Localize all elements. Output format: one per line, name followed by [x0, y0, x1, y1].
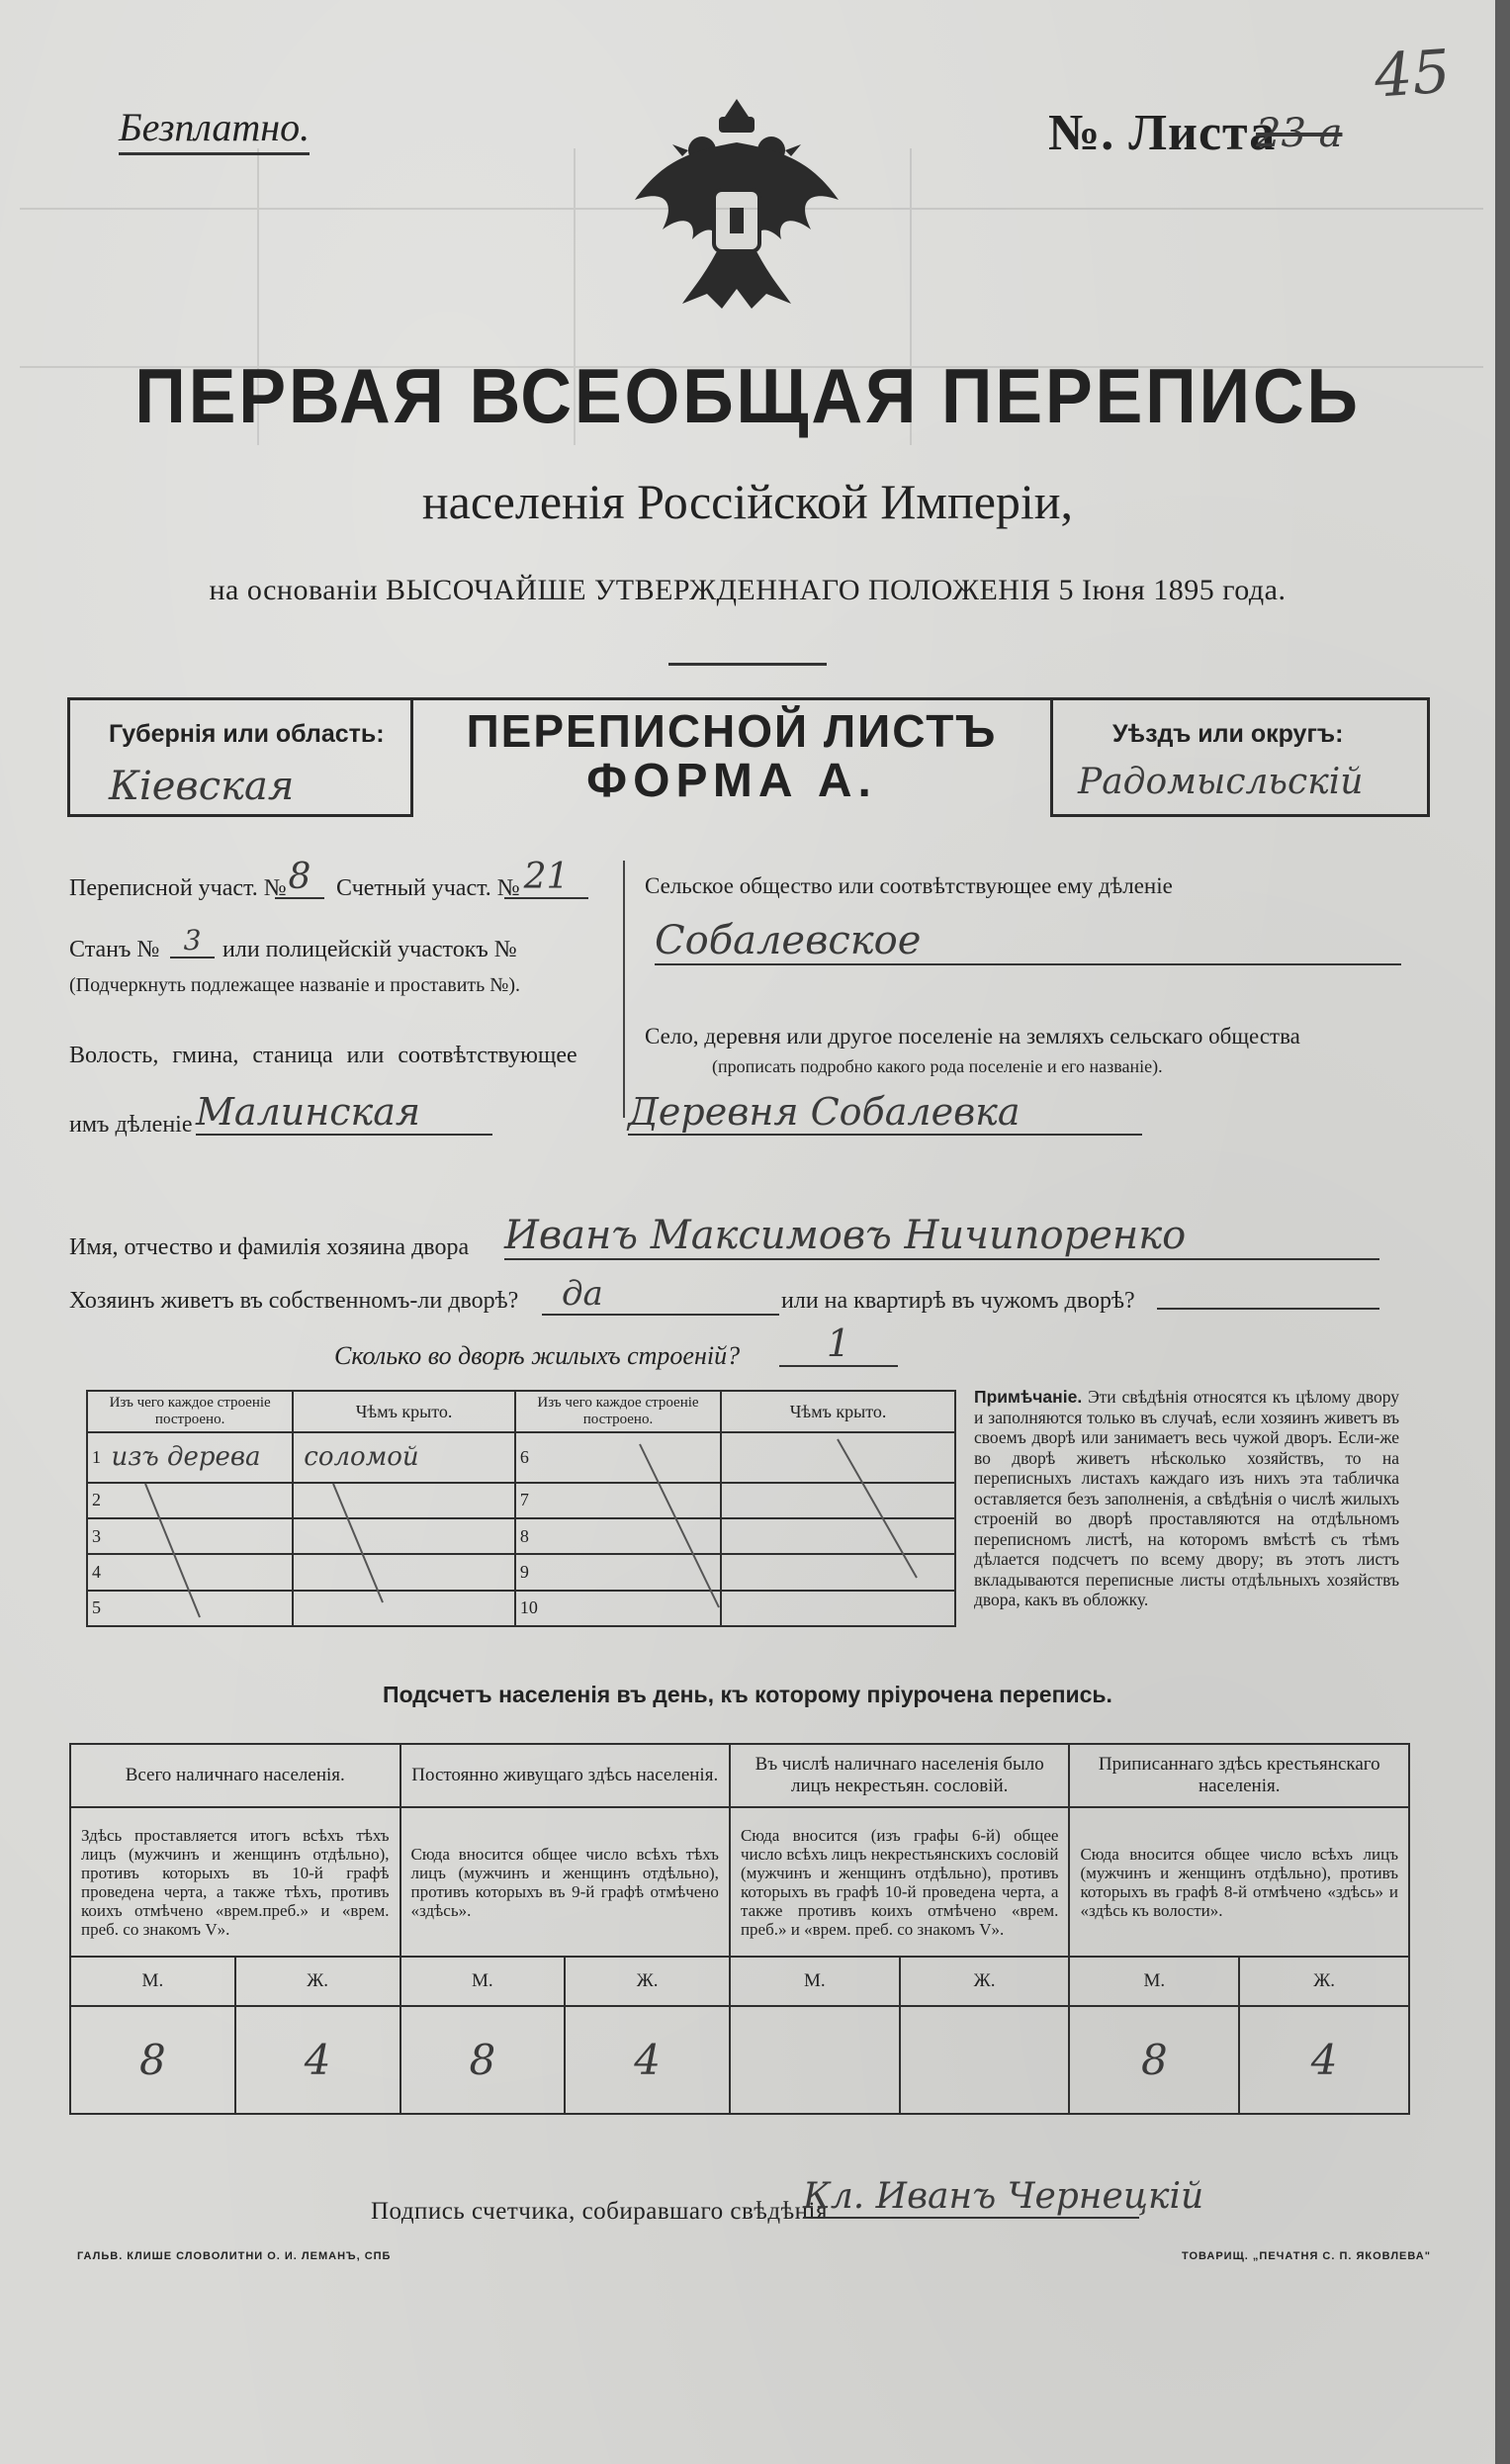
sheet-number-label: №. Листа — [1048, 105, 1277, 161]
row-number: 3 — [87, 1518, 112, 1554]
row-number: 9 — [515, 1554, 540, 1590]
count-district-value[interactable]: 21 — [504, 857, 588, 899]
corner-page-number: 45 — [1372, 37, 1453, 112]
note-text: Эти свѣдѣнія относятся къ цѣлому двору и заполняются только въ случаѣ, если хозяинъ живетъ въ своемъ дворѣ или занимаетъ весь чужой дворъ. Если-же во дворѣ живетъ нѣсколько хозяйствъ, то на переписныхъ листахъ каждаго изъ нихъ эта табличка оставляется безъ заполненія, а свѣдѣнія о числѣ жилыхъ строеній во дворѣ проставляются на отдѣльномъ переписномъ листѣ, на которомъ вмѣстѣ съ тѣмъ дѣлается подсчетъ по всему двору; въ этотъ листъ вкладываются переписные листы отдѣльныхъ хозяйствъ двора, какъ въ обложку. — [974, 1387, 1400, 1609]
gubernia-value[interactable]: Кіевская — [109, 764, 295, 809]
signature-value[interactable]: Кл. Иванъ Чернецкій — [803, 2176, 1204, 2217]
female-count[interactable]: 4 — [235, 2006, 400, 2114]
male-column-label: М. — [1069, 1957, 1239, 2006]
row-number: 2 — [87, 1483, 112, 1518]
underline-note: (Подчеркнуть подлежащее названіе и проставить №). — [69, 974, 520, 996]
fields-column-divider — [623, 861, 625, 1118]
section-description: Сюда вносится общее число всѣхъ тѣхъ лицъ (мужчинъ и женщинъ отдѣльно), противъ которыхъ въ 9-й графѣ отмѣчено «здѣсь». — [400, 1807, 730, 1957]
printer-mark-left: ГАЛЬВ. КЛИШЕ СЛОВОЛИТНИ О. И. ЛЕМАНЪ, СПБ — [77, 2250, 392, 2262]
header-box-top-rule — [67, 697, 1430, 700]
male-count[interactable]: 8 — [70, 2006, 235, 2114]
owner-name-label: Имя, отчество и фамилія хозяина двора — [69, 1234, 470, 1260]
row-number: 10 — [515, 1591, 540, 1626]
female-count[interactable]: 4 — [1239, 2006, 1409, 2114]
male-count[interactable]: 8 — [1069, 2006, 1239, 2114]
row-number: 8 — [515, 1518, 540, 1554]
village-label: Село, деревня или другое поселеніе на земляхъ сельскаго общества — [645, 1024, 1300, 1049]
double-headed-eagle-emblem — [623, 91, 850, 319]
census-district-value[interactable]: 8 — [275, 857, 324, 899]
row-number: 1 — [87, 1432, 112, 1483]
col-roof-header-2: Чѣмъ крыто. — [721, 1391, 955, 1432]
section-title: Приписаннаго здѣсь крестьянскаго населенія. — [1069, 1744, 1409, 1807]
pencil-cancel-strokes — [86, 1390, 956, 1627]
female-column-label: Ж. — [235, 1957, 400, 2006]
rented-label: или на квартирѣ въ чужомъ дворѣ? — [781, 1288, 1135, 1314]
header-box-right-edge — [1427, 697, 1430, 817]
row-number: 6 — [515, 1432, 540, 1483]
female-column-label: Ж. — [900, 1957, 1070, 2006]
roof-cell[interactable]: соломой — [293, 1432, 515, 1483]
buildings-count-label: Сколько во дворѣ жилыхъ строеній? — [334, 1341, 741, 1370]
owner-name-value[interactable]: Иванъ Максимовъ Ничипоренко — [504, 1213, 1379, 1260]
section-title: Постоянно живущаго здѣсь населенія. — [400, 1744, 730, 1807]
sheet-number-value: 23 а — [1256, 111, 1343, 156]
stan-label: Станъ № — [69, 937, 160, 962]
note-lead: Примѣчаніе. — [974, 1387, 1083, 1407]
village-note: (прописать подробно какого рода поселеніе и его названіе). — [712, 1056, 1163, 1076]
uezd-label: Уѣздъ или округъ: — [1112, 720, 1344, 748]
row-number: 4 — [87, 1554, 112, 1590]
col-roof-header: Чѣмъ крыто. — [293, 1391, 515, 1432]
male-column-label: М. — [400, 1957, 566, 2006]
section-title: Въ числѣ наличнаго населенія было лицъ некрестьян. сословій. — [730, 1744, 1070, 1807]
legal-basis-line: на основаніи ВЫСОЧАЙШЕ УТВЕРЖДЕННАГО ПОЛОЖЕНІЯ 5 Іюня 1895 года. — [209, 574, 1287, 606]
rented-value-blank[interactable] — [1157, 1308, 1379, 1310]
count-district-label: Счетный участ. № — [336, 875, 520, 901]
col-material-header: Изъ чего каждое строеніе построено. — [87, 1391, 293, 1432]
uezd-value[interactable]: Радомысльскій — [1078, 762, 1364, 802]
printer-mark-right: ТОВАРИЩ. „ПЕЧАТНЯ С. П. ЯКОВЛЕВА" — [1182, 2250, 1431, 2262]
col-material-header-2: Изъ чего каждое строеніе построено. — [515, 1391, 721, 1432]
material-cell[interactable]: изъ дерева — [112, 1432, 294, 1483]
form-title: ФОРМА А. — [586, 755, 877, 807]
header-box-right-bottom-rule — [1050, 814, 1430, 817]
note-block — [974, 1387, 1399, 1610]
own-yard-value[interactable]: да — [542, 1274, 779, 1316]
volost-value[interactable]: Малинская — [196, 1090, 492, 1136]
male-column-label: М. — [70, 1957, 235, 2006]
page-title: ПЕРВАЯ ВСЕОБЩАЯ ПЕРЕПИСЬ — [134, 352, 1361, 439]
male-count[interactable] — [730, 2006, 900, 2114]
page-subtitle: населенія Россійской Имперіи, — [421, 474, 1074, 529]
police-label: или полицейскій участокъ № — [222, 937, 517, 962]
female-column-label: Ж. — [565, 1957, 730, 2006]
section-description: Сюда вносится (изъ графы 6-й) общее число всѣхъ лицъ некрестьянскихъ сословій (мужчинъ и женщинъ отдѣльно), противъ которыхъ въ графѣ 10-й проведена черта, а также противъ коихъ отмѣчено «врем. преб.» и «врем. преб. со знакомъ V». — [730, 1807, 1070, 1957]
village-value[interactable]: Деревня Собалевка — [628, 1090, 1142, 1136]
gubernia-label: Губернія или область: — [109, 720, 385, 748]
volost-label-2: имъ дѣленіе — [69, 1112, 193, 1138]
male-count[interactable]: 8 — [400, 2006, 566, 2114]
census-district-label: Переписной участ. № — [69, 875, 287, 901]
society-label: Сельское общество или соотвѣтствующее ему дѣленіе — [645, 873, 1173, 898]
header-box-left-bottom-rule — [67, 814, 411, 817]
female-count[interactable]: 4 — [565, 2006, 730, 2114]
stan-value[interactable]: 3 — [170, 924, 215, 958]
ornament-divider — [668, 663, 827, 666]
male-column-label: М. — [730, 1957, 900, 2006]
section-description: Здѣсь проставляется итогъ всѣхъ тѣхъ лицъ (мужчинъ и женщинъ отдѣльно), противъ которыхъ въ 10-й графѣ проведена черта, а также тѣхъ, противъ коихъ отмѣчено «врем.преб.» и «врем. преб. со знакомъ V». — [70, 1807, 400, 1957]
buildings-count-value[interactable]: 1 — [779, 1322, 898, 1367]
female-column-label: Ж. — [1239, 1957, 1409, 2006]
sheet-title: ПЕРЕПИСНОЙ ЛИСТЪ — [466, 705, 998, 757]
section-title: Всего наличнаго населенія. — [70, 1744, 400, 1807]
volost-label: Волость, гмина, станица или соотвѣтствующее — [69, 1043, 577, 1068]
row-number: 7 — [515, 1483, 540, 1518]
population-table — [69, 1743, 1410, 2115]
scan-edge — [1495, 0, 1510, 2464]
signature-label: Подпись счетчика, собиравшаго свѣдѣнія — [371, 2198, 828, 2225]
own-yard-label: Хозяинъ живетъ въ собственномъ-ли дворѣ? — [69, 1288, 519, 1314]
free-label: Безплатно. — [119, 104, 310, 155]
row-number: 5 — [87, 1591, 112, 1626]
header-box-left-edge — [67, 697, 70, 817]
female-count[interactable] — [900, 2006, 1070, 2114]
section-description: Сюда вносится общее число всѣхъ лицъ (мужчинъ и женщинъ отдѣльно), противъ которыхъ въ графѣ 8-й отмѣчено «здѣсь» и «здѣсь къ волости». — [1069, 1807, 1409, 1957]
society-value[interactable]: Собалевское — [655, 918, 1401, 965]
population-heading: Подсчетъ населенія въ день, къ которому пріурочена перепись. — [383, 1682, 1112, 1707]
